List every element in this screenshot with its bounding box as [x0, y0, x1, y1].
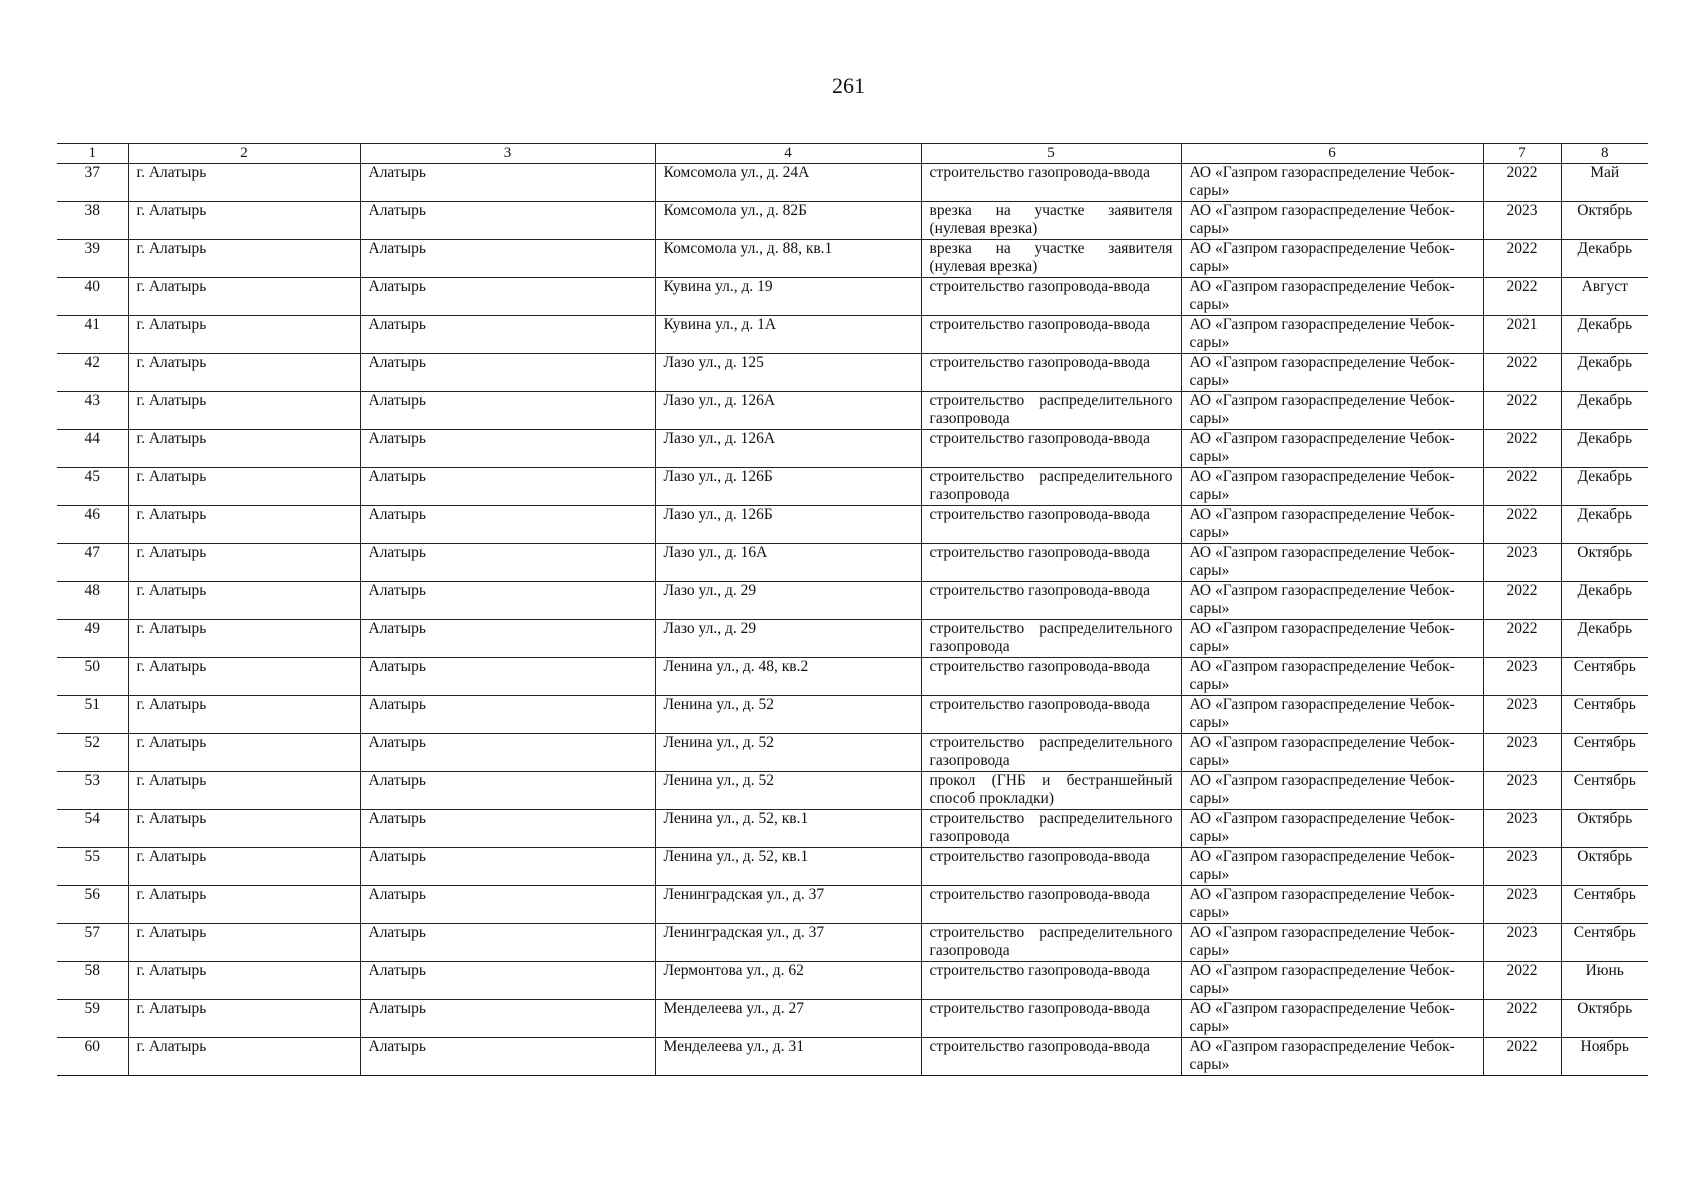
- district-cell: г. Алатырь: [128, 278, 360, 316]
- settlement-cell: Алатырь: [360, 430, 655, 468]
- district-cell: г. Алатырь: [128, 772, 360, 810]
- organization-line-1: АО «Газпром газораспределение Чебок-: [1189, 962, 1455, 979]
- work-type-cell: строительство распределительного газопровода: [921, 620, 1181, 658]
- district-cell: г. Алатырь: [128, 962, 360, 1000]
- district-cell: г. Алатырь: [128, 848, 360, 886]
- table-body: [57, 164, 1648, 1076]
- organization-line-2: сары»: [1189, 524, 1230, 541]
- organization-line-2: сары»: [1189, 372, 1230, 389]
- settlement-cell: Алатырь: [360, 848, 655, 886]
- table-row: [57, 962, 1648, 1000]
- work-type-cell: строительство распределительного газопровода: [921, 924, 1181, 962]
- year-cell: 2022: [1483, 164, 1561, 202]
- organization-line-1: АО «Газпром газораспределение Чебок-: [1189, 772, 1455, 789]
- address-cell: Кувина ул., д. 1А: [655, 316, 921, 354]
- address-cell: Лазо ул., д. 126Б: [655, 506, 921, 544]
- address-cell: Комсомола ул., д. 88, кв.1: [655, 240, 921, 278]
- organization-cell: [1181, 810, 1483, 848]
- settlement-cell: Алатырь: [360, 202, 655, 240]
- organization-cell: [1181, 962, 1483, 1000]
- district-cell: г. Алатырь: [128, 582, 360, 620]
- district-cell: г. Алатырь: [128, 506, 360, 544]
- organization-line-2: сары»: [1189, 828, 1230, 845]
- settlement-cell: Алатырь: [360, 392, 655, 430]
- table-row: [57, 1038, 1648, 1076]
- organization-line-1: АО «Газпром газораспределение Чебок-: [1189, 468, 1455, 485]
- work-type-cell: строительство газопровода-ввода: [921, 886, 1181, 924]
- district-cell: г. Алатырь: [128, 202, 360, 240]
- settlement-cell: Алатырь: [360, 734, 655, 772]
- month-cell: Октябрь: [1561, 810, 1648, 848]
- row-number-cell: 48: [57, 582, 128, 620]
- district-cell: г. Алатырь: [128, 734, 360, 772]
- organization-cell: [1181, 620, 1483, 658]
- work-type-cell: врезка на участке заявителя (нулевая врезка): [921, 240, 1181, 278]
- address-cell: Ленина ул., д. 52, кв.1: [655, 810, 921, 848]
- work-type-cell: строительство газопровода-ввода: [921, 164, 1181, 202]
- row-number-cell: 55: [57, 848, 128, 886]
- month-cell: Ноябрь: [1561, 1038, 1648, 1076]
- organization-line-1: АО «Газпром газораспределение Чебок-: [1189, 810, 1455, 827]
- organization-cell: [1181, 582, 1483, 620]
- month-cell: Декабрь: [1561, 506, 1648, 544]
- month-cell: Декабрь: [1561, 468, 1648, 506]
- district-cell: г. Алатырь: [128, 240, 360, 278]
- month-cell: Декабрь: [1561, 354, 1648, 392]
- year-cell: 2022: [1483, 1038, 1561, 1076]
- work-type-cell: строительство газопровода-ввода: [921, 354, 1181, 392]
- column-header: 1: [57, 144, 128, 164]
- settlement-cell: Алатырь: [360, 1000, 655, 1038]
- year-cell: 2023: [1483, 848, 1561, 886]
- settlement-cell: Алатырь: [360, 278, 655, 316]
- table-row: [57, 164, 1648, 202]
- address-cell: Ленинградская ул., д. 37: [655, 886, 921, 924]
- organization-cell: [1181, 240, 1483, 278]
- organization-line-1: АО «Газпром газораспределение Чебок-: [1189, 544, 1455, 561]
- table-row: [57, 924, 1648, 962]
- row-number-cell: 52: [57, 734, 128, 772]
- organization-line-1: АО «Газпром газораспределение Чебок-: [1189, 316, 1455, 333]
- district-cell: г. Алатырь: [128, 354, 360, 392]
- organization-cell: [1181, 392, 1483, 430]
- organization-line-1: АО «Газпром газораспределение Чебок-: [1189, 164, 1455, 181]
- column-header: 7: [1483, 144, 1561, 164]
- address-cell: Ленина ул., д. 52: [655, 696, 921, 734]
- organization-line-1: АО «Газпром газораспределение Чебок-: [1189, 696, 1455, 713]
- settlement-cell: Алатырь: [360, 544, 655, 582]
- row-number-cell: 40: [57, 278, 128, 316]
- table-row: [57, 316, 1648, 354]
- organization-cell: [1181, 544, 1483, 582]
- organization-line-1: АО «Газпром газораспределение Чебок-: [1189, 848, 1455, 865]
- organization-line-2: сары»: [1189, 562, 1230, 579]
- year-cell: 2022: [1483, 506, 1561, 544]
- organization-line-1: АО «Газпром газораспределение Чебок-: [1189, 1000, 1455, 1017]
- organization-line-1: АО «Газпром газораспределение Чебок-: [1189, 658, 1455, 675]
- work-type-cell: строительство газопровода-ввода: [921, 430, 1181, 468]
- settlement-cell: Алатырь: [360, 468, 655, 506]
- organization-line-2: сары»: [1189, 182, 1230, 199]
- organization-line-2: сары»: [1189, 942, 1230, 959]
- work-type-cell: строительство распределительного газопровода: [921, 392, 1181, 430]
- month-cell: Декабрь: [1561, 316, 1648, 354]
- work-type-cell: строительство газопровода-ввода: [921, 278, 1181, 316]
- year-cell: 2022: [1483, 392, 1561, 430]
- row-number-cell: 38: [57, 202, 128, 240]
- address-cell: Лазо ул., д. 29: [655, 620, 921, 658]
- work-type-cell: строительство газопровода-ввода: [921, 1000, 1181, 1038]
- table-row: [57, 734, 1648, 772]
- row-number-cell: 59: [57, 1000, 128, 1038]
- year-cell: 2022: [1483, 1000, 1561, 1038]
- address-cell: Лазо ул., д. 16А: [655, 544, 921, 582]
- settlement-cell: Алатырь: [360, 164, 655, 202]
- column-header: 4: [655, 144, 921, 164]
- table-row: [57, 582, 1648, 620]
- address-cell: Комсомола ул., д. 82Б: [655, 202, 921, 240]
- year-cell: 2022: [1483, 354, 1561, 392]
- organization-line-2: сары»: [1189, 1018, 1230, 1035]
- organization-line-1: АО «Газпром газораспределение Чебок-: [1189, 202, 1455, 219]
- organization-line-2: сары»: [1189, 790, 1230, 807]
- table-row: [57, 658, 1648, 696]
- row-number-cell: 42: [57, 354, 128, 392]
- table-row: [57, 430, 1648, 468]
- month-cell: Август: [1561, 278, 1648, 316]
- work-type-cell: строительство газопровода-ввода: [921, 696, 1181, 734]
- row-number-cell: 58: [57, 962, 128, 1000]
- organization-line-2: сары»: [1189, 638, 1230, 655]
- district-cell: г. Алатырь: [128, 886, 360, 924]
- year-cell: 2021: [1483, 316, 1561, 354]
- address-cell: Лермонтова ул., д. 62: [655, 962, 921, 1000]
- row-number-cell: 60: [57, 1038, 128, 1076]
- organization-line-2: сары»: [1189, 448, 1230, 465]
- organization-line-2: сары»: [1189, 866, 1230, 883]
- organization-cell: [1181, 658, 1483, 696]
- table-row: [57, 810, 1648, 848]
- address-cell: Ленина ул., д. 48, кв.2: [655, 658, 921, 696]
- gas-works-table: [57, 143, 1648, 1076]
- settlement-cell: Алатырь: [360, 1038, 655, 1076]
- district-cell: г. Алатырь: [128, 810, 360, 848]
- work-type-cell: строительство газопровода-ввода: [921, 848, 1181, 886]
- column-header: 3: [360, 144, 655, 164]
- year-cell: 2023: [1483, 658, 1561, 696]
- year-cell: 2023: [1483, 696, 1561, 734]
- settlement-cell: Алатырь: [360, 354, 655, 392]
- organization-line-1: АО «Газпром газораспределение Чебок-: [1189, 354, 1455, 371]
- district-cell: г. Алатырь: [128, 544, 360, 582]
- row-number-cell: 50: [57, 658, 128, 696]
- settlement-cell: Алатырь: [360, 620, 655, 658]
- district-cell: г. Алатырь: [128, 392, 360, 430]
- table-row: [57, 620, 1648, 658]
- year-cell: 2023: [1483, 924, 1561, 962]
- organization-cell: [1181, 506, 1483, 544]
- column-header: 8: [1561, 144, 1648, 164]
- month-cell: Сентябрь: [1561, 886, 1648, 924]
- month-cell: Октябрь: [1561, 848, 1648, 886]
- table-row: [57, 772, 1648, 810]
- table-row: [57, 468, 1648, 506]
- settlement-cell: Алатырь: [360, 582, 655, 620]
- district-cell: г. Алатырь: [128, 924, 360, 962]
- organization-line-1: АО «Газпром газораспределение Чебок-: [1189, 620, 1455, 637]
- settlement-cell: Алатырь: [360, 886, 655, 924]
- row-number-cell: 37: [57, 164, 128, 202]
- district-cell: г. Алатырь: [128, 430, 360, 468]
- district-cell: г. Алатырь: [128, 620, 360, 658]
- organization-cell: [1181, 772, 1483, 810]
- settlement-cell: Алатырь: [360, 924, 655, 962]
- column-header: 5: [921, 144, 1181, 164]
- column-header: 6: [1181, 144, 1483, 164]
- month-cell: Июнь: [1561, 962, 1648, 1000]
- work-type-cell: врезка на участке заявителя (нулевая врезка): [921, 202, 1181, 240]
- organization-line-2: сары»: [1189, 258, 1230, 275]
- organization-line-2: сары»: [1189, 980, 1230, 997]
- month-cell: Декабрь: [1561, 620, 1648, 658]
- settlement-cell: Алатырь: [360, 962, 655, 1000]
- work-type-cell: строительство газопровода-ввода: [921, 316, 1181, 354]
- table-row: [57, 1000, 1648, 1038]
- table-row: [57, 354, 1648, 392]
- organization-line-2: сары»: [1189, 296, 1230, 313]
- organization-line-2: сары»: [1189, 752, 1230, 769]
- row-number-cell: 44: [57, 430, 128, 468]
- organization-line-2: сары»: [1189, 904, 1230, 921]
- header-row: [57, 144, 1648, 164]
- year-cell: 2022: [1483, 582, 1561, 620]
- settlement-cell: Алатырь: [360, 810, 655, 848]
- work-type-cell: строительство газопровода-ввода: [921, 658, 1181, 696]
- table-row: [57, 202, 1648, 240]
- page-number: 261: [832, 73, 865, 98]
- address-cell: Лазо ул., д. 126А: [655, 392, 921, 430]
- organization-cell: [1181, 1038, 1483, 1076]
- year-cell: 2022: [1483, 962, 1561, 1000]
- address-cell: Ленина ул., д. 52, кв.1: [655, 848, 921, 886]
- table-row: [57, 696, 1648, 734]
- work-type-cell: строительство распределительного газопровода: [921, 468, 1181, 506]
- year-cell: 2023: [1483, 886, 1561, 924]
- work-type-cell: строительство распределительного газопровода: [921, 734, 1181, 772]
- row-number-cell: 51: [57, 696, 128, 734]
- year-cell: 2022: [1483, 430, 1561, 468]
- organization-cell: [1181, 316, 1483, 354]
- row-number-cell: 41: [57, 316, 128, 354]
- organization-cell: [1181, 848, 1483, 886]
- month-cell: Декабрь: [1561, 240, 1648, 278]
- row-number-cell: 54: [57, 810, 128, 848]
- organization-line-2: сары»: [1189, 486, 1230, 503]
- work-type-cell: прокол (ГНБ и бестраншейный способ прокладки): [921, 772, 1181, 810]
- organization-line-1: АО «Газпром газораспределение Чебок-: [1189, 886, 1455, 903]
- address-cell: Лазо ул., д. 125: [655, 354, 921, 392]
- work-type-cell: строительство газопровода-ввода: [921, 582, 1181, 620]
- year-cell: 2023: [1483, 734, 1561, 772]
- organization-line-1: АО «Газпром газораспределение Чебок-: [1189, 1038, 1455, 1055]
- organization-line-1: АО «Газпром газораспределение Чебок-: [1189, 506, 1455, 523]
- organization-line-2: сары»: [1189, 1056, 1230, 1073]
- month-cell: Декабрь: [1561, 392, 1648, 430]
- district-cell: г. Алатырь: [128, 164, 360, 202]
- year-cell: 2023: [1483, 772, 1561, 810]
- row-number-cell: 49: [57, 620, 128, 658]
- year-cell: 2022: [1483, 468, 1561, 506]
- address-cell: Кувина ул., д. 19: [655, 278, 921, 316]
- month-cell: Октябрь: [1561, 202, 1648, 240]
- address-cell: Менделеева ул., д. 27: [655, 1000, 921, 1038]
- organization-line-1: АО «Газпром газораспределение Чебок-: [1189, 924, 1455, 941]
- address-cell: Лазо ул., д. 126А: [655, 430, 921, 468]
- address-cell: Ленина ул., д. 52: [655, 734, 921, 772]
- address-cell: Лазо ул., д. 29: [655, 582, 921, 620]
- table-row: [57, 544, 1648, 582]
- organization-cell: [1181, 354, 1483, 392]
- month-cell: Сентябрь: [1561, 772, 1648, 810]
- month-cell: Сентябрь: [1561, 696, 1648, 734]
- address-cell: Комсомола ул., д. 24А: [655, 164, 921, 202]
- organization-cell: [1181, 696, 1483, 734]
- year-cell: 2023: [1483, 202, 1561, 240]
- month-cell: Октябрь: [1561, 544, 1648, 582]
- work-type-cell: строительство газопровода-ввода: [921, 506, 1181, 544]
- address-cell: Ленина ул., д. 52: [655, 772, 921, 810]
- work-type-cell: строительство газопровода-ввода: [921, 1038, 1181, 1076]
- table-row: [57, 240, 1648, 278]
- district-cell: г. Алатырь: [128, 658, 360, 696]
- organization-line-2: сары»: [1189, 334, 1230, 351]
- settlement-cell: Алатырь: [360, 696, 655, 734]
- year-cell: 2023: [1483, 810, 1561, 848]
- settlement-cell: Алатырь: [360, 240, 655, 278]
- row-number-cell: 57: [57, 924, 128, 962]
- organization-line-2: сары»: [1189, 676, 1230, 693]
- settlement-cell: Алатырь: [360, 658, 655, 696]
- organization-cell: [1181, 430, 1483, 468]
- row-number-cell: 56: [57, 886, 128, 924]
- district-cell: г. Алатырь: [128, 696, 360, 734]
- organization-line-1: АО «Газпром газораспределение Чебок-: [1189, 430, 1455, 447]
- table-row: [57, 506, 1648, 544]
- organization-cell: [1181, 202, 1483, 240]
- year-cell: 2023: [1483, 544, 1561, 582]
- work-type-cell: строительство газопровода-ввода: [921, 962, 1181, 1000]
- organization-cell: [1181, 886, 1483, 924]
- district-cell: г. Алатырь: [128, 468, 360, 506]
- work-type-cell: строительство распределительного газопровода: [921, 810, 1181, 848]
- year-cell: 2022: [1483, 620, 1561, 658]
- organization-line-1: АО «Газпром газораспределение Чебок-: [1189, 392, 1455, 409]
- settlement-cell: Алатырь: [360, 772, 655, 810]
- year-cell: 2022: [1483, 240, 1561, 278]
- row-number-cell: 43: [57, 392, 128, 430]
- organization-line-2: сары»: [1189, 600, 1230, 617]
- month-cell: Сентябрь: [1561, 924, 1648, 962]
- column-header: 2: [128, 144, 360, 164]
- organization-cell: [1181, 1000, 1483, 1038]
- district-cell: г. Алатырь: [128, 1000, 360, 1038]
- month-cell: Октябрь: [1561, 1000, 1648, 1038]
- organization-cell: [1181, 734, 1483, 772]
- month-cell: Сентябрь: [1561, 658, 1648, 696]
- row-number-cell: 47: [57, 544, 128, 582]
- row-number-cell: 46: [57, 506, 128, 544]
- row-number-cell: 53: [57, 772, 128, 810]
- district-cell: г. Алатырь: [128, 1038, 360, 1076]
- organization-line-2: сары»: [1189, 410, 1230, 427]
- organization-line-1: АО «Газпром газораспределение Чебок-: [1189, 278, 1455, 295]
- organization-cell: [1181, 278, 1483, 316]
- table-row: [57, 848, 1648, 886]
- table-row: [57, 392, 1648, 430]
- address-cell: Ленинградская ул., д. 37: [655, 924, 921, 962]
- table-row: [57, 278, 1648, 316]
- organization-line-1: АО «Газпром газораспределение Чебок-: [1189, 734, 1455, 751]
- address-cell: Менделеева ул., д. 31: [655, 1038, 921, 1076]
- organization-cell: [1181, 164, 1483, 202]
- organization-line-2: сары»: [1189, 714, 1230, 731]
- year-cell: 2022: [1483, 278, 1561, 316]
- row-number-cell: 45: [57, 468, 128, 506]
- address-cell: Лазо ул., д. 126Б: [655, 468, 921, 506]
- organization-cell: [1181, 468, 1483, 506]
- settlement-cell: Алатырь: [360, 506, 655, 544]
- month-cell: Декабрь: [1561, 430, 1648, 468]
- settlement-cell: Алатырь: [360, 316, 655, 354]
- organization-line-1: АО «Газпром газораспределение Чебок-: [1189, 582, 1455, 599]
- row-number-cell: 39: [57, 240, 128, 278]
- month-cell: Май: [1561, 164, 1648, 202]
- organization-line-2: сары»: [1189, 220, 1230, 237]
- organization-cell: [1181, 924, 1483, 962]
- month-cell: Декабрь: [1561, 582, 1648, 620]
- table-row: [57, 886, 1648, 924]
- month-cell: Сентябрь: [1561, 734, 1648, 772]
- district-cell: г. Алатырь: [128, 316, 360, 354]
- work-type-cell: строительство газопровода-ввода: [921, 544, 1181, 582]
- organization-line-1: АО «Газпром газораспределение Чебок-: [1189, 240, 1455, 257]
